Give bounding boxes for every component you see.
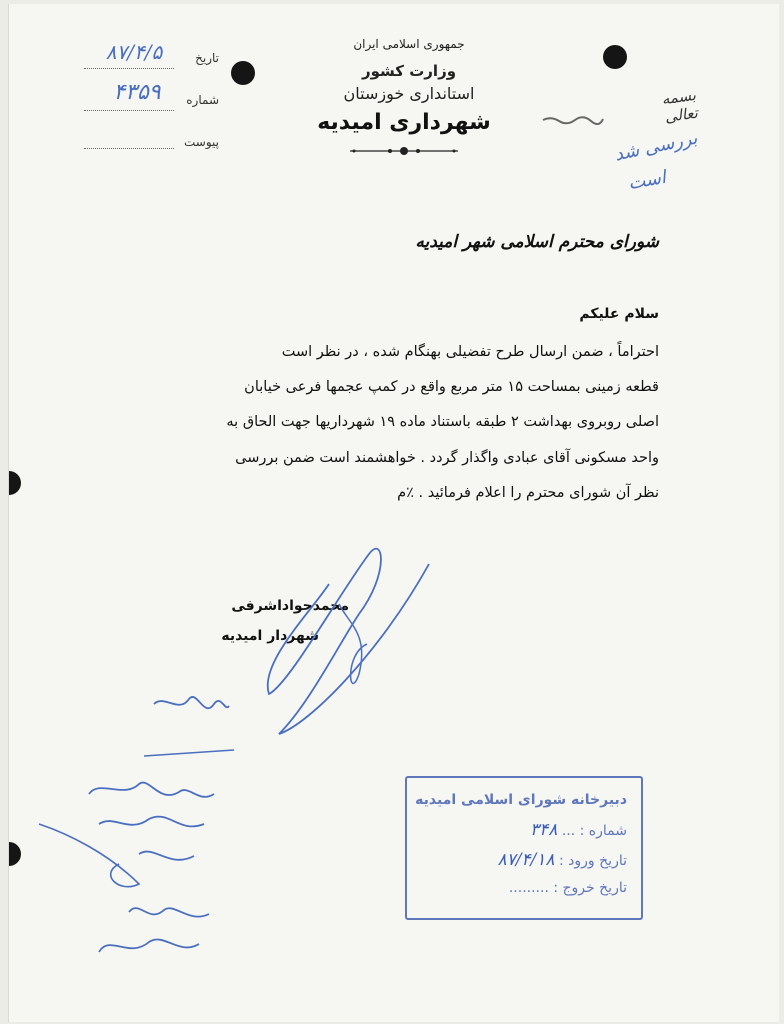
stamp-number-row	[530, 820, 627, 840]
date-dotted-line	[84, 68, 174, 69]
punch-hole	[8, 471, 21, 495]
signature-drawing	[249, 534, 449, 744]
attachment-dotted-line	[84, 148, 174, 149]
header-ministry: وزارت کشور	[361, 62, 457, 80]
punch-hole	[603, 45, 627, 69]
registry-stamp	[405, 776, 643, 920]
margin-note-line2: است	[626, 166, 668, 195]
body-line: واحد مسکونی آقای عبادی واگذار گردد . خواهشمند است ضمن بررسی	[235, 450, 659, 466]
header-republic: جمهوری اسلامی ایران	[353, 37, 465, 51]
punch-hole	[231, 61, 255, 85]
punch-hole	[8, 842, 21, 866]
stamp-title: دبیرخانه شورای اسلامی امیدیه	[415, 792, 627, 808]
attachment-label: پیوست	[184, 135, 219, 149]
margin-note-top: بسمه تعالی	[660, 85, 699, 127]
body-line: اصلی روبروی بهداشت ۲ طبقه باستناد ماده ۱۹ شهرداریها جهت الحاق به	[226, 414, 659, 430]
body-line: نظر آن شورای محترم را اعلام فرمائید . ٪م	[397, 485, 659, 501]
stamp-entry-row	[497, 850, 627, 870]
signer-title: شهردار امیدیه	[221, 628, 319, 644]
number-dotted-line	[84, 110, 174, 111]
stamp-number-label: شماره : ...	[561, 823, 627, 839]
stamp-entry-label: تاریخ ورود :	[559, 853, 627, 869]
date-value: ۸۷/۴/۵	[105, 40, 163, 64]
margin-note-line1: بررسی شد	[612, 127, 700, 166]
date-label: تاریخ	[195, 51, 219, 65]
body-line: احتراماً ، ضمن ارسال طرح تفضیلی بهنگام شده ، در نظر است	[281, 344, 659, 360]
salutation: سلام علیکم	[579, 306, 659, 322]
scribble-mark	[541, 112, 605, 128]
number-label: شماره	[186, 93, 219, 107]
letter-page	[8, 4, 779, 1022]
signer-name: محمدجواداشرفی	[231, 598, 349, 614]
stamp-exit-label: تاریخ خروج : .........	[508, 880, 627, 896]
header-ornament	[344, 144, 464, 158]
stamp-entry-value: ۸۷/۴/۱۸	[497, 850, 555, 870]
stamp-number-value: ۳۴۸	[529, 820, 558, 840]
addressee: شورای محترم اسلامی شهر امیدیه	[415, 232, 659, 252]
header-municipality: شهرداری امیدیه	[317, 110, 491, 135]
number-value: ۴۳۵۹	[113, 80, 161, 105]
body-line: قطعه زمینی بمساحت ۱۵ متر مربع واقع در کمپ عجمها فرعی خیابان	[244, 379, 659, 395]
handwritten-notes-left	[29, 684, 249, 974]
header-province: استانداری خوزستان	[343, 84, 475, 103]
